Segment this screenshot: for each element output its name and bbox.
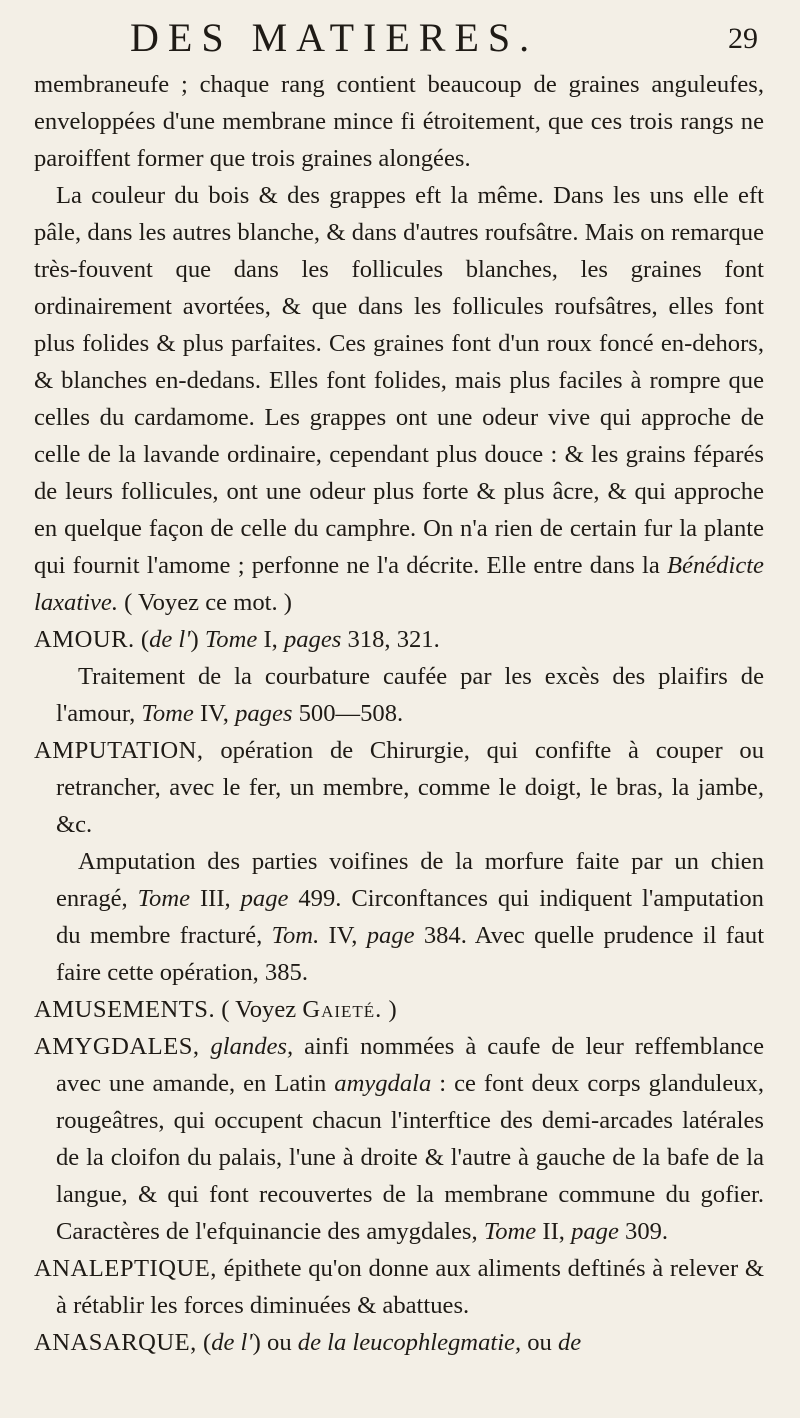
paragraph-color-description: La couleur du bois & des grappes eft la même. Dans les uns elle eft pâle, dans les autres blanche, & dans d'autres roufsâtre. Mais on remarque très-fouvent que dans les follicules blanches, les graines font ordinairement avortées, & que dans les follicules roufsâtres, elles font plus folides & plus parfaites. Ces graines font d'un roux foncé en-dehors, & blanches en-dedans. Elles font folides, mais plus faciles à rompre que celles du cardamome. Les grappes ont une odeur vive qui approche de celle de la lavande ordinaire, cependant plus douce : & les grains féparés de leurs follicules, ont une odeur plus forte & plus âcre, & qui approche en quelque façon de celle du camphre. On n'a rien de certain fur la plante qui fournit l'amome ; perfonne ne l'a décrite. Elle entre dans la Bénédicte laxative. ( Voyez ce mot. ) (34, 182, 764, 616)
page-number: 29 (728, 22, 758, 55)
page-header (34, 14, 764, 66)
subentry-amour: Traitement de la courbature caufée par les excès des plaifirs de l'amour, Tome IV, pages 500—508. (56, 663, 764, 727)
headword: AMPUTATION, (34, 737, 204, 764)
index-text (34, 66, 764, 1361)
headword: AMUSEMENTS. (34, 996, 216, 1023)
entry-anasarque: ANASARQUE, (de l') ou de la leucophlegmatie, ou de (34, 1329, 582, 1356)
headword: ANALEPTIQUE, (34, 1255, 217, 1282)
entry-amputation: AMPUTATION, opération de Chirurgie, qui confifte à couper ou retrancher, avec le fer, un membre, comme le doigt, le bras, la jambe, &c. (34, 737, 764, 838)
entry-amygdales: AMYGDALES, glandes, ainfi nommées à caufe de leur reffemblance avec une amande, en Latin amygdala : ce font deux corps glanduleux, rougeâtres, qui occupent chacun l'interftice des demi-arcades latérales de la cloifon du palais, l'une à droite & l'autre à gauche de la bafe de la langue, & qui font recouvertes de la membrane commune du gofier. Caractères de l'efquinancie des amygdales, Tome II, page 309. (34, 1033, 765, 1245)
subentry-amputation: Amputation des parties voifines de la morfure faite par un chien enragé, Tome III, page 499. Circonftances qui indiquent l'amputation du membre fracturé, Tom. IV, page 384. Avec quelle prudence il faut faire cette opération, 385. (56, 848, 765, 986)
entry-analeptique: ANALEPTIQUE, épithete qu'on donne aux aliments deftinés à relever & à rétablir les forces diminuées & abattues. (34, 1255, 764, 1319)
headword: AMOUR. (34, 626, 135, 653)
entry-amour: AMOUR. (de l') Tome I, pages 318, 321. (34, 626, 440, 653)
running-title: DES MATIERES. (130, 15, 539, 60)
paragraph-continuation: membraneufe ; chaque rang contient beaucoup de graines anguleufes, enveloppées d'une membrane mince fi étroitement, que ces trois rangs ne paroiffent former que trois graines alongées. (34, 71, 764, 172)
headword: ANASARQUE, (34, 1329, 197, 1356)
entry-amusements: AMUSEMENTS. ( Voyez Gaieté. ) (34, 996, 397, 1023)
headword: AMYGDALES, (34, 1033, 200, 1060)
